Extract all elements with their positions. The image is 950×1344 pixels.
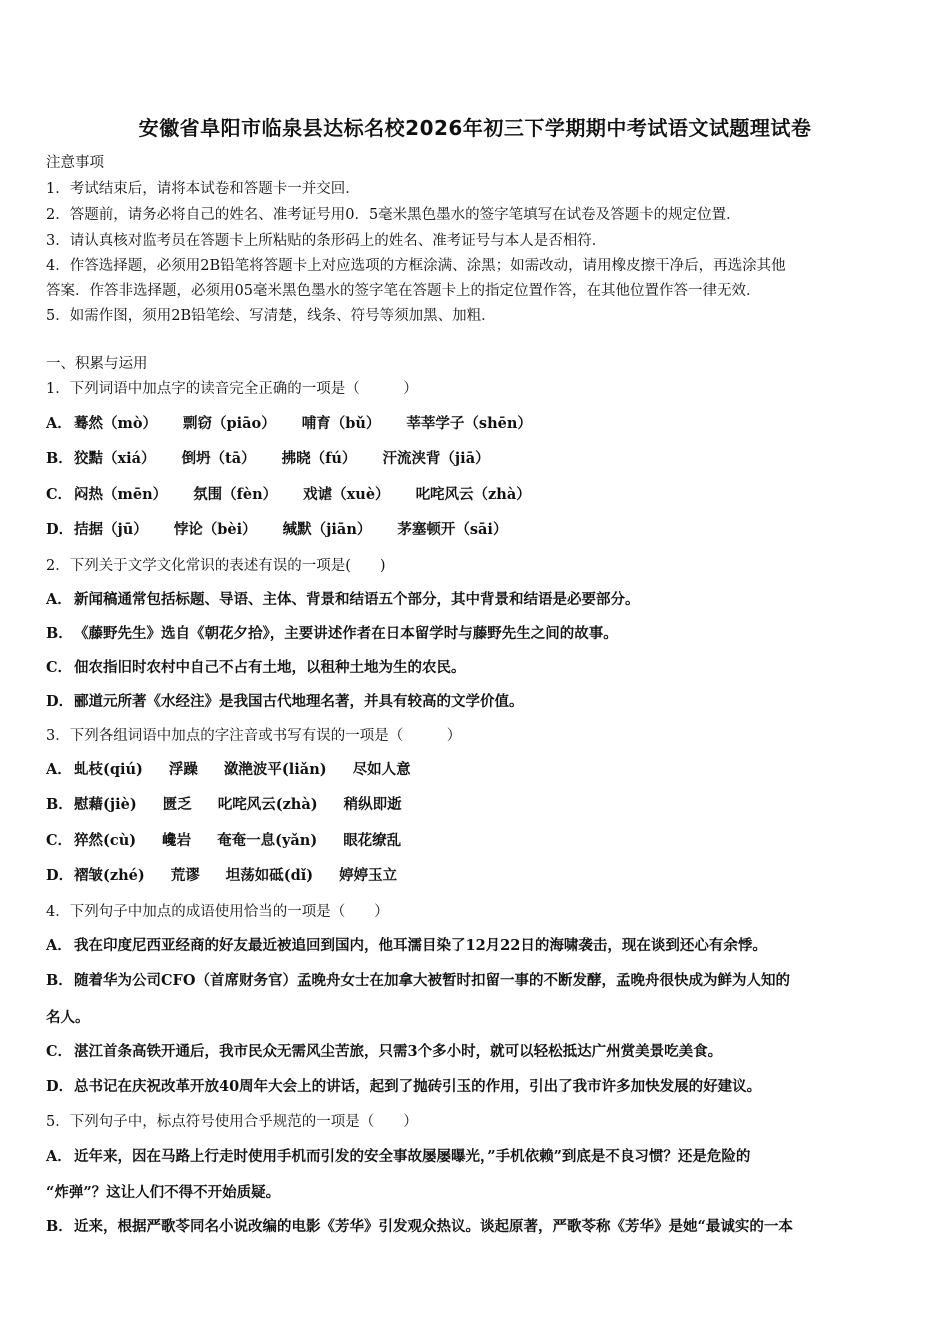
option-word: 哺育（bǔ） (301, 415, 381, 432)
option-row (46, 1040, 722, 1061)
notice-item: 3．请认真核对监考员在答题卡上所粘贴的条形码上的姓名、准考证号与本人是否相符． (46, 233, 607, 249)
option-label: A． (46, 591, 72, 608)
question-stem: 5．下列句子中，标点符号使用合乎规范的一项是（ ） (46, 1114, 418, 1130)
option-row (46, 690, 524, 711)
option-text: 总书记在庆祝改革开放40周年大会上的讲话，起到了抛砖引玉的作用，引出了我市许多加快发展的好建议。 (74, 1078, 762, 1095)
option-word: 褶皱(zhé) (74, 867, 145, 884)
option-row (46, 447, 516, 468)
option-word: 猝然(cù) (74, 832, 137, 849)
option-word: 慰藉(jiè) (74, 796, 137, 813)
option-label: D． (46, 521, 74, 538)
option-row (46, 1215, 793, 1236)
option-word: 稍纵即逝 (343, 796, 402, 813)
option-row (46, 483, 557, 504)
option-label: C． (46, 832, 73, 849)
option-text: 湛江首条高铁开通后，我市民众无需风尘苦旅，只需3个多小时，就可以轻松抵达广州赏美景吃美食。 (74, 1043, 723, 1060)
option-word: 闷热（mēn） (74, 486, 168, 503)
option-row (46, 758, 437, 779)
option-label: D． (46, 693, 74, 710)
option-word: 倒坍（tā） (181, 450, 256, 467)
option-word: 虬枝(qiú) (74, 761, 143, 778)
option-label: B． (46, 450, 73, 467)
option-row (46, 829, 427, 850)
option-label: A． (46, 1148, 72, 1165)
option-row (46, 1181, 280, 1202)
option-row (46, 969, 790, 990)
option-word: 荒谬 (170, 867, 200, 884)
option-label: C． (46, 659, 73, 676)
option-word: 巉岩 (162, 832, 192, 849)
option-word: 潋滟波平(liǎn) (223, 761, 327, 778)
option-label: A． (46, 761, 72, 778)
option-text: 郦道元所著《水经注》是我国古代地理名著，并具有较高的文学价值。 (74, 693, 524, 710)
option-text: 近来，根据严歌苓同名小说改编的电影《芳华》引发观众热议。谈起原著，严歌苓称《芳华》是她“最诚实的一本 (74, 1218, 793, 1235)
option-word: 剽窃（piāo） (183, 415, 276, 432)
option-word: 叱咤风云（zhà） (415, 486, 531, 503)
question-stem: 3．下列各组词语中加点的字注音或书写有误的一项是（ ） (46, 728, 462, 744)
option-text: 佃农指旧时农村中自己不占有土地，以租种土地为生的农民。 (74, 659, 466, 676)
option-row (46, 1075, 761, 1096)
notice-item: 2．答题前，请务必将自己的姓名、准考证号用0．5毫米黑色墨水的签字笔填写在试卷及答题卡的规定位置． (46, 207, 741, 223)
option-word: 汗流浃背（jiā） (382, 450, 490, 467)
option-label: A． (46, 937, 72, 954)
option-word: 拂晓（fú） (281, 450, 357, 467)
question-stem: 4．下列句子中加点的成语使用恰当的一项是（ ） (46, 904, 389, 920)
option-row (46, 934, 767, 955)
option-word: 奄奄一息(yǎn) (217, 832, 318, 849)
option-label: D． (46, 867, 74, 884)
notice-item: 4．作答选择题，必须用2B铅笔将答题卡上对应选项的方框涂满、涂黑；如需改动，请用橡皮擦干净后，再选涂其他 (46, 258, 786, 274)
option-word: 狡黠（xiá） (74, 450, 156, 467)
question-stem: 2．下列关于文学文化常识的表述有误的一项是( ) (46, 558, 386, 574)
option-word: 莘莘学子（shēn） (406, 415, 532, 432)
document-title: 安徽省阜阳市临泉县达标名校2026年初三下学期期中考试语文试题理试卷 (138, 116, 812, 140)
option-label: C． (46, 486, 73, 503)
option-label: C． (46, 1043, 73, 1060)
option-text: 我在印度尼西亚经商的好友最近被追回到国内，他耳濡目染了12月22日的海啸袭击，现在谈到还心有余悸。 (74, 937, 767, 954)
option-word: 浮躁 (168, 761, 198, 778)
option-word: 茅塞顿开（sāi） (397, 521, 508, 538)
option-text: 名人。 (46, 1009, 90, 1026)
option-word: 戏谑（xuè） (303, 486, 390, 503)
option-label: B． (46, 972, 73, 989)
option-row (46, 793, 428, 814)
option-word: 缄默（jiān） (282, 521, 372, 538)
option-text: “炸弹”？这让人们不得不开始质疑。 (46, 1184, 281, 1201)
option-label: A． (46, 415, 72, 432)
option-word: 叱咤风云(zhà) (217, 796, 318, 813)
option-row (46, 656, 466, 677)
option-word: 匮乏 (162, 796, 192, 813)
option-row (46, 518, 533, 539)
option-row (46, 864, 423, 885)
option-row (46, 1006, 90, 1027)
option-word: 氛围（fèn） (193, 486, 278, 503)
notice-item: 1．考试结束后，请将本试卷和答题卡一并交回． (46, 181, 360, 197)
option-label: B． (46, 625, 73, 642)
option-label: B． (46, 1218, 73, 1235)
option-row (46, 622, 618, 643)
option-word: 坦荡如砥(dǐ) (225, 867, 314, 884)
option-word: 婷婷玉立 (339, 867, 398, 884)
option-word: 眼花缭乱 (343, 832, 402, 849)
section-heading: 一、积累与运用 (46, 356, 148, 372)
option-word: 尽如人意 (352, 761, 411, 778)
notice-item: 答案．作答非选择题，必须用05毫米黑色墨水的签字笔在答题卡上的指定位置作答，在其他位置作答一律无效． (46, 283, 761, 299)
option-text: 近年来，因在马路上行走时使用手机而引发的安全事故屡屡曝光，”手机依赖”到底是不良习惯？还是危险的 (74, 1148, 751, 1165)
option-word: 蓦然（mò） (74, 415, 158, 432)
option-row (46, 1145, 750, 1166)
option-word: 悖论（bèi） (173, 521, 257, 538)
notice-item: 5．如需作图，须用2B铅笔绘、写清楚，线条、符号等须加黑、加粗． (46, 308, 496, 324)
option-word: 拮据（jū） (74, 521, 148, 538)
option-text: 《藤野先生》选自《朝花夕拾》，主要讲述作者在日本留学时与藤野先生之间的故事。 (74, 625, 618, 642)
option-row (46, 412, 558, 433)
option-label: D． (46, 1078, 74, 1095)
option-text: 新闻稿通常包括标题、导语、主体、背景和结语五个部分，其中背景和结语是必要部分。 (74, 591, 640, 608)
option-text: 随着华为公司CFO（首席财务官）孟晚舟女士在加拿大被暂时扣留一事的不断发酵，孟晚舟很快成为鲜为人知的 (74, 972, 790, 989)
option-row (46, 588, 640, 609)
option-label: B． (46, 796, 73, 813)
question-stem: 1．下列词语中加点字的读音完全正确的一项是（ ） (46, 381, 418, 397)
notice-heading: 注意事项 (46, 155, 104, 171)
